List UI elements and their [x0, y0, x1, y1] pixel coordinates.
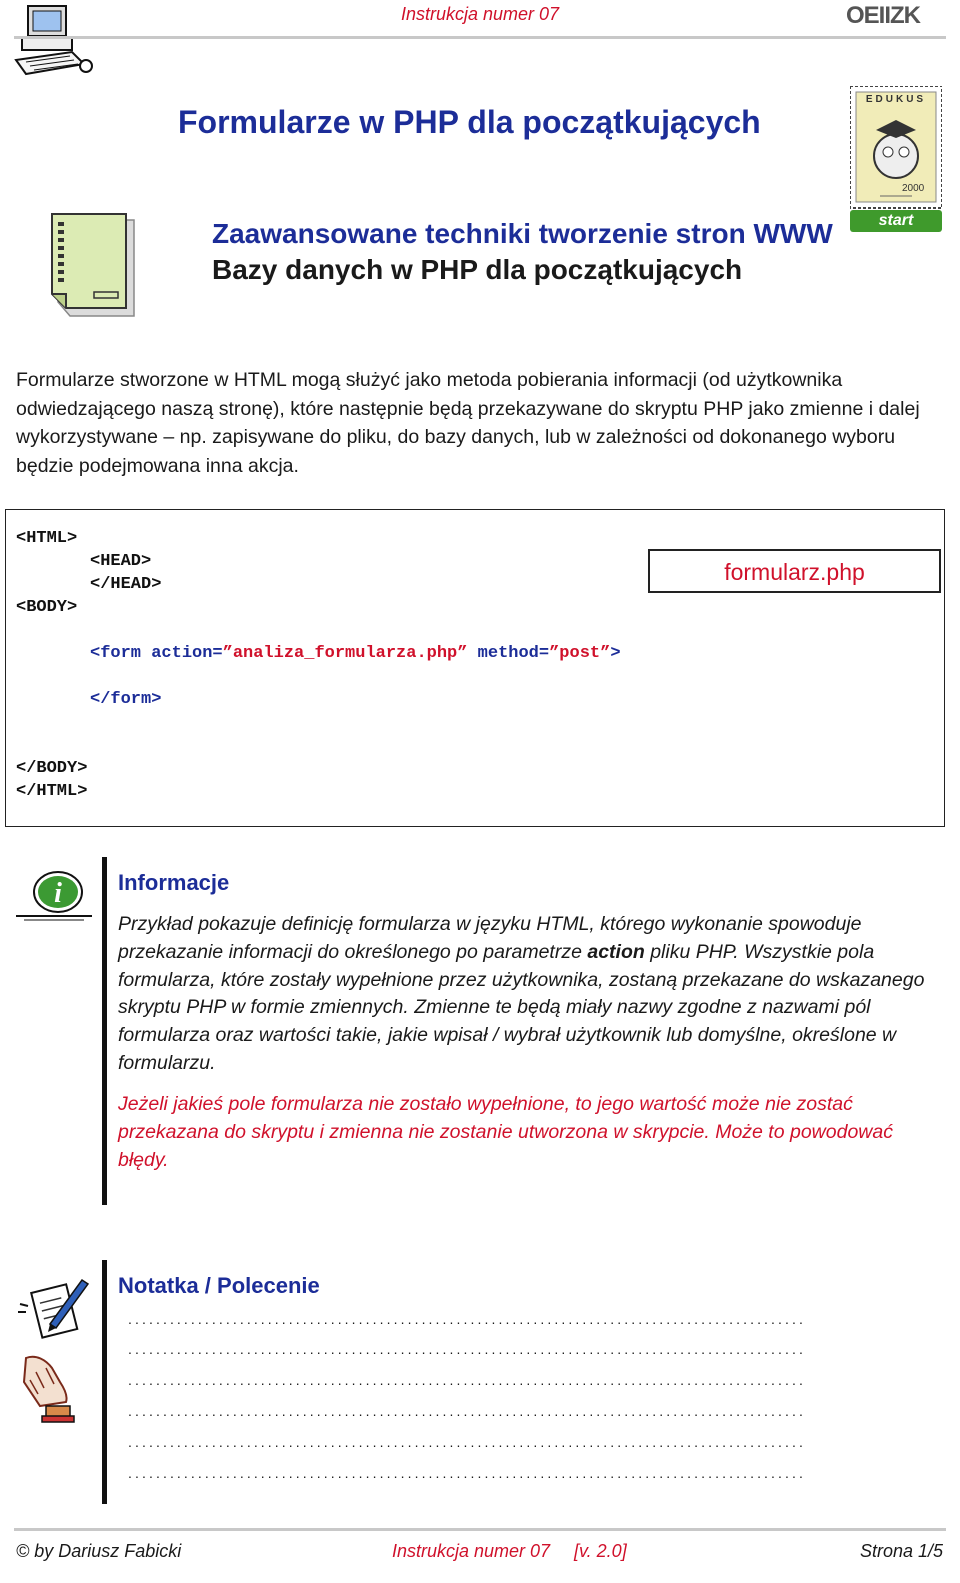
code-body-close: </BODY> — [16, 759, 88, 778]
footer-version: [v. 2.0] — [574, 1541, 627, 1561]
page-title: Formularze w PHP dla początkujących — [178, 104, 761, 140]
badge-label: EDUKUS — [865, 94, 927, 105]
info-bar — [102, 857, 107, 1205]
info-icon — [14, 866, 94, 927]
start-button[interactable]: start — [878, 212, 914, 229]
filename-box — [648, 549, 941, 593]
code-form-close: </form> — [90, 690, 162, 709]
footer-page: Strona 1/5 — [860, 1541, 944, 1561]
oeiizk-logo: OEIIZK — [846, 2, 921, 29]
note-line[interactable]: ................................................................................................. — [128, 1311, 806, 1327]
note-line[interactable]: ................................................................................................. — [128, 1341, 806, 1357]
note-pen-icon — [14, 1270, 94, 1355]
footer-divider — [14, 1528, 946, 1531]
note-line[interactable]: ................................................................................................. — [128, 1372, 806, 1388]
header-title: Instrukcja numer 07 — [400, 4, 560, 24]
code-html-open: <HTML> — [16, 529, 78, 548]
header-divider — [14, 36, 946, 39]
code-form-open: <form action=”analiza_formularza.php” method=”post”> — [90, 644, 621, 663]
code-form-method: ”post” — [549, 644, 611, 663]
intro-paragraph: Formularze stworzone w HTML mogą służyć jako metoda pobierania informacji (od użytkownika odwiedzającego naszą stronę), które następnie będą przekazywane do skryptu PHP jako zmienne i dalej wykorzystywane – np. zapisywane do pliku, do bazy danych, lub w zależności od dokonanego wyboru będzie podejmowana inna akcja. — [16, 369, 920, 477]
code-form-action: ”analiza_formularza.php” — [222, 644, 468, 663]
info-paragraph: Przykład pokazuje definicję formularza w języku HTML, którego wykonanie spowoduje przekazanie informacji do określonego po parametrze action pliku PHP. Wszystkie pola formularza, które zostały wypełnione przez użytkownika, zostaną przekazane do wskazanego skryptu PHP w formie zmiennych. Zmienne te będą miały nazwy zgodne z nazwami pól formularza oraz wartości takie, jakie wpisał / wybrał użytkownik lub domyślne, określone w formularzu. — [118, 913, 925, 1074]
footer-author: © by Dariusz Fabicki — [16, 1541, 182, 1561]
footer-instruction: Instrukcja numer 07 — [392, 1541, 551, 1561]
filename-label: formularz.php — [724, 559, 865, 585]
subtitle-techniques: Zaawansowane techniki tworzenie stron WWW — [212, 218, 833, 249]
info-heading: Informacje — [118, 870, 230, 895]
code-html-close: </HTML> — [16, 782, 88, 801]
action-keyword: action — [587, 940, 645, 963]
note-line[interactable]: ................................................................................................. — [128, 1465, 806, 1481]
note-line[interactable]: ................................................................................................. — [128, 1434, 806, 1450]
code-head-close: </HEAD> — [90, 575, 162, 594]
document-icon — [48, 212, 140, 325]
note-bar — [102, 1260, 107, 1504]
svg-text:i: i — [54, 878, 62, 909]
edukus-badge — [850, 86, 942, 232]
subtitle-databases: Bazy danych w PHP dla początkujących — [212, 254, 743, 285]
warning-paragraph: Jeżeli jakieś pole formularza nie zostało wypełnione, to jego wartość może nie zostać przekazana do skryptu i zmienna nie zostanie utworzona w skrypcie. Może to powodować błędy. — [118, 1093, 893, 1171]
code-body-open: <BODY> — [16, 598, 78, 617]
code-head-open: <HEAD> — [90, 552, 152, 571]
badge-year: 2000 — [902, 183, 925, 194]
note-line[interactable]: ................................................................................................. — [128, 1403, 806, 1419]
hand-stamp-icon — [16, 1352, 86, 1429]
note-heading: Notatka / Polecenie — [118, 1273, 320, 1298]
